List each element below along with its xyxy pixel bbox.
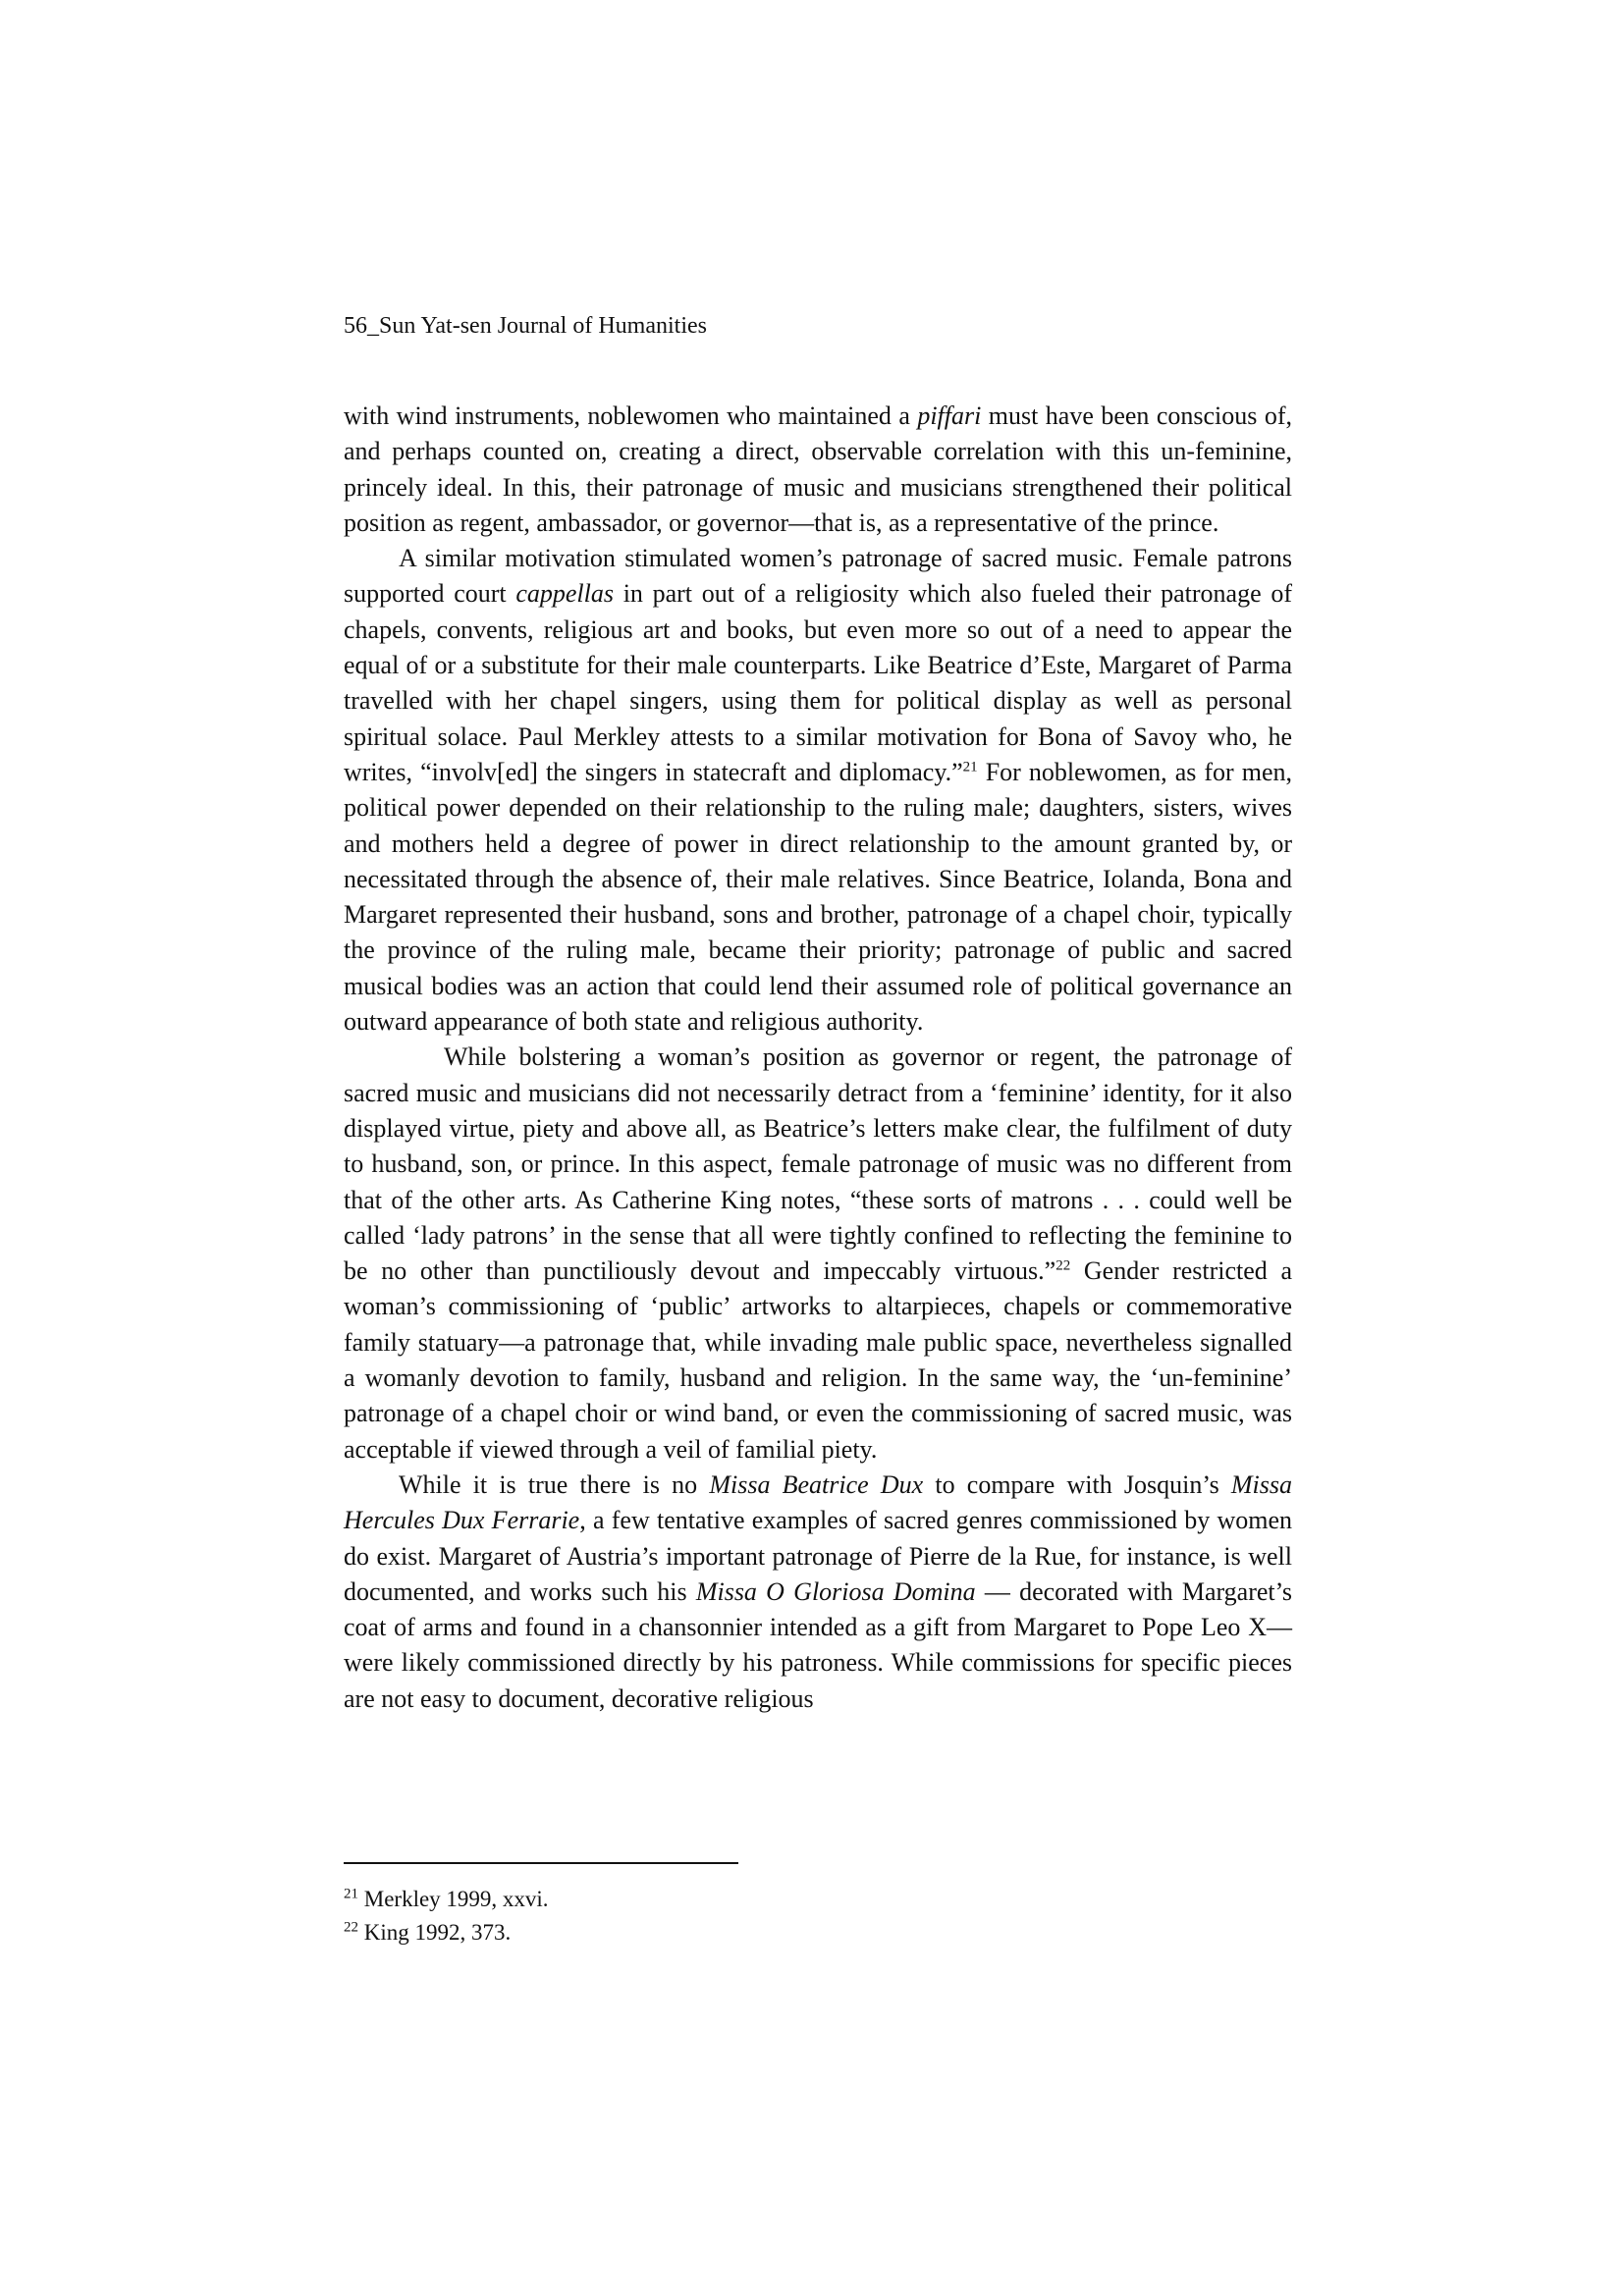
footnote-number: 21 [344,1886,358,1902]
text-run: , a few tentative examples of sacred genres commissioned by women do exist. Margaret of Austria’s important patronage of Pierre de la Rue, for instance, is well documented, and works such his [344,1506,1292,1606]
text-run: must have been conscious of, and perhaps counted on, creating a direct, observable correlation with this un-feminine, princely ideal. In this, their patronage of music and musicians strengthened their political position as regent, ambassador, or governor—that is, as a representative of the prince. [344,401,1293,537]
text-run: A similar motivation stimulated women’s patronage of sacred music. Female patrons supported court [344,544,1292,609]
footnote-number: 22 [344,1919,358,1936]
footnote-rule [344,1862,738,1864]
text-run: While bolstering a woman’s position as governor or regent, the patronage of sacred music and musicians did not necessarily detract from a ‘feminine’ identity, for it also displayed virtue, piety and above all, as Beatrice’s letters make clear, the fulfilment of duty to husband, son, or prince. In this aspect, female patronage of music was no different from that of the other arts. As Catherine King notes, “these sorts of matrons . . . could well be called ‘lady patrons’ in the sense that all were tightly confined to reflecting the feminine to be no other than punctiliously devout and impeccably virtuous.” [344,1042,1292,1286]
text-run: Gender restricted a woman’s commissioning of ‘public’ artworks to altarpieces, chapels or commemorative family statuary—a patronage that, while invading male public space, nevertheless signalled a womanly devotion to family, husband and religion. In the same way, the ‘un-feminine’ patronage of a chapel choir or wind band, or even the commissioning of sacred music, was acceptable if viewed through a veil of familial piety. [344,1256,1292,1464]
paragraph-1 [344,399,1292,541]
text-run: For noblewomen, as for men, political power depended on their relationship to the ruling male; daughters, sisters, wives and mothers held a degree of power in direct relationship to the amount granted by, or necessitated through the absence of, their male relatives. Since Beatrice, Iolanda, Bona and Margaret represented their husband, sons and brother, patronage of a chapel choir, typically the province of the ruling male, became their priority; patronage of public and sacred musical bodies was an action that could lend their assumed role of political governance an outward appearance of both state and religious authority. [344,757,1292,1037]
paragraph-3 [344,1040,1292,1468]
running-head: 56_Sun Yat-sen Journal of Humanities [344,313,707,339]
paragraph-4 [344,1468,1292,1717]
italic-title: Missa Hercules Dux Ferrarie [344,1469,1292,1535]
footnote-22 [344,1916,549,1949]
footnotes [344,1883,549,1949]
footnote-text: Merkley 1999, xxvi. [358,1887,549,1911]
text-run: While it is true there is no [399,1469,710,1499]
footnote-text: King 1992, 373. [358,1920,512,1945]
italic-term: cappellas [515,579,614,609]
article-body [344,399,1292,1717]
text-run: in part out of a religiosity which also fueled their patronage of chapels, convents, religious art and books, but even more so out of a need to appear the equal of or a substitute for their male counterparts. Like Beatrice d’Este, Margaret of Parma travelled with her chapel singers, using them for political display as well as personal spiritual solace. Paul Merkley attests to a similar motivation for Bona of Savoy who, he writes, “involv[ed] the singers in statecraft and diplomacy.” [344,579,1292,786]
italic-title: Missa O Gloriosa Domina [695,1576,976,1606]
text-run: to compare with Josquin’s [923,1469,1231,1499]
text-run: — decorated with Margaret’s coat of arms and found in a chansonnier intended as a gift from Margaret to Pope Leo X— were likely commissioned directly by his patroness. While commissions for specific pieces are not easy to document, decorative religious [344,1576,1292,1713]
paragraph-2 [344,541,1292,1040]
italic-title: Missa Beatrice Dux [709,1469,924,1499]
footnote-21 [344,1883,549,1916]
italic-term: piffari [917,401,982,430]
footnote-ref-21[interactable]: 21 [962,759,978,775]
journal-page [344,0,1292,2296]
text-run: with wind instruments, noblewomen who maintained a [344,401,918,430]
footnote-ref-22[interactable]: 22 [1055,1257,1071,1274]
